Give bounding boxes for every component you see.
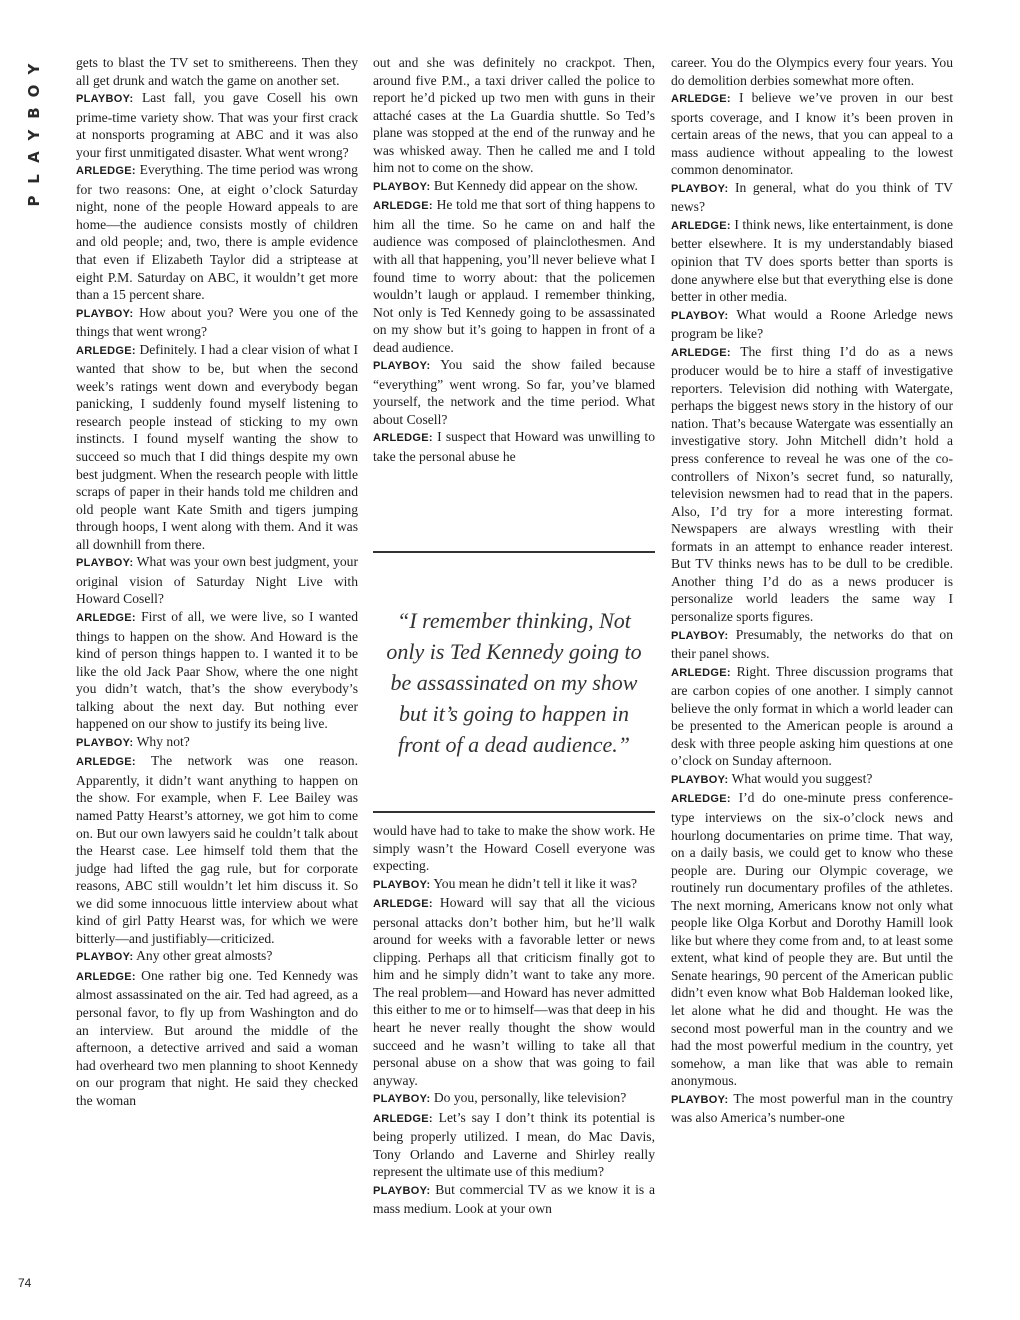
paragraph <box>671 89 953 179</box>
paragraph-text: Why not? <box>136 733 190 749</box>
speaker-label: PLAYBOY: <box>373 180 431 193</box>
paragraph <box>76 733 358 753</box>
speaker-label: PLAYBOY: <box>671 309 729 322</box>
paragraph-text: Any other great almosts? <box>136 948 273 964</box>
speaker-label: ARLEDGE: <box>671 93 731 106</box>
speaker-label: PLAYBOY: <box>373 360 431 373</box>
paragraph-text: Do you, personally, like television? <box>433 1090 627 1106</box>
paragraph <box>76 304 358 341</box>
paragraph <box>373 894 655 1089</box>
paragraph <box>373 196 655 356</box>
paragraph <box>671 343 953 626</box>
paragraph-text: out and she was definitely no crackpot. Then, around five P.M., a taxi driver called the police to report he’d picked up two men with guns in their attaché cases at the La Guardia shuttle. So Ted’s plane was stopped at the end of the runway and he was whisked away. Then he called me and I told him not to come on the show. <box>373 55 655 176</box>
speaker-label: ARLEDGE: <box>671 793 731 806</box>
text-column-2-top <box>373 54 655 534</box>
paragraph-text: He told me that sort of thing happens to him all the time. So he came on and half the audience was composed of plainclothesmen. And with all that happening, you’ll never believe what I found time to worry about: that the policemen wouldn’t laugh or applaud. I remember thinking, Not only is Ted Kennedy going to be assassinated on my show but it’s going to happen in front of a dead audience. <box>373 197 655 355</box>
paragraph-text: In general, what do you think of TV news? <box>671 179 953 215</box>
paragraph-text: I think news, like entertainment, is done better elsewhere. It is my understandably biased opinion that TV does sports better than sports is done anywhere else but that everything else is done better in other media. <box>671 216 953 305</box>
paragraph-text: I believe we’ve proven in our best sports coverage, and I know it’s been proven in certain areas of the news, that you can appeal to a mass audience without appealing to the lowest common denominator. <box>671 90 953 178</box>
text-column-1 <box>76 54 358 1294</box>
speaker-label: PLAYBOY: <box>76 951 134 964</box>
page-number: 74 <box>18 1276 32 1290</box>
paragraph <box>671 54 953 89</box>
paragraph <box>671 179 953 216</box>
paragraph-text: One rather big one. Ted Kennedy was almost assassinated on the air. Ted had agreed, as a personal favor, to fly up from Washington and do an interview. But around the middle of the afternoon, a detective arrived and said a woman had overheard two men planning to shoot Kennedy on our program that night. He said they checked the woman <box>76 967 358 1108</box>
paragraph-text: How about you? Were you one of the things that went wrong? <box>76 304 358 340</box>
speaker-label: PLAYBOY: <box>373 1093 431 1106</box>
paragraph <box>373 1109 655 1181</box>
paragraph-text: First of all, we were live, so I wanted things to happen on the show. And Howard is the kind of person things happen to. I wanted it to be like the old Jack Paar Show, where the one night you didn’t watch, that’s the show everybody’s talking about the next day. But nothing ever happened on our show to justify its being live. <box>76 608 359 732</box>
paragraph <box>671 216 953 306</box>
paragraph <box>76 967 358 1109</box>
speaker-label: ARLEDGE: <box>76 756 136 769</box>
speaker-label: PLAYBOY: <box>373 1184 431 1197</box>
paragraph <box>373 822 655 875</box>
paragraph-text: The most powerful man in the country was also America’s number-one <box>671 1090 953 1126</box>
paragraph-text: Definitely. I had a clear vision of what I wanted that show to be, but when the second week’s ratings went down and everybody began panicking, I suddenly found myself listening to research people instead of sticking to my own instincts. I found myself wanting the show to succeed so much that I did things despite my own best judgment. When the research people with little scraps of paper in their hands told me children and old people want Kate Smith and tigers jumping through hoops, I went along with them. And it was all downhill from there. <box>76 341 358 552</box>
speaker-label: PLAYBOY: <box>76 736 134 749</box>
logo-letter: Y <box>25 129 43 141</box>
magazine-vertical-logo <box>22 58 46 212</box>
paragraph <box>76 54 358 89</box>
paragraph <box>671 789 953 1089</box>
paragraph-text: What would you suggest? <box>731 770 873 786</box>
paragraph <box>373 875 655 895</box>
paragraph-text: But commercial TV as we know it is a mass medium. Look at your own <box>373 1181 655 1217</box>
speaker-label: ARLEDGE: <box>76 165 136 178</box>
paragraph-text: But Kennedy did appear on the show. <box>433 177 638 193</box>
speaker-label: PLAYBOY: <box>671 773 729 786</box>
text-column-3 <box>671 54 953 1294</box>
speaker-label: PLAYBOY: <box>671 1093 729 1106</box>
speaker-label: PLAYBOY: <box>76 557 134 570</box>
speaker-label: ARLEDGE: <box>671 666 731 679</box>
speaker-label: ARLEDGE: <box>373 898 433 911</box>
logo-letter: L <box>25 174 43 184</box>
paragraph <box>76 341 358 554</box>
paragraph-text: I suspect that Howard was unwilling to take the personal abuse he <box>373 429 655 465</box>
paragraph-text: Let’s say I don’t think its potential is being properly utilized. I mean, do Mac Davis, Tony Orlando and Laverne and Shirley really represent the ultimate use of this medium? <box>373 1109 655 1180</box>
paragraph-text: What was your own best judgment, your original vision of Saturday Night Live with Howard Cosell? <box>76 554 358 607</box>
speaker-label: ARLEDGE: <box>76 344 136 357</box>
paragraph-text: Everything. The time period was wrong for two reasons: One, at eight o’clock Saturday night, none of the people Howard appeals to are home—the audience consists mostly of children and old people; and, two, there is ample evidence that even if Elizabeth Taylor did a striptease at eight P.M. Saturday on ABC, it wouldn’t get more than a 15 percent share. <box>76 162 358 303</box>
paragraph-text: would have had to take to make the show work. He simply wasn’t the Howard Cosell everyone was expecting. <box>373 823 655 874</box>
paragraph <box>76 608 358 733</box>
logo-letter: O <box>25 84 43 98</box>
paragraph-text: gets to blast the TV set to smithereens. Then they all get drunk and watch the game on another set. <box>76 55 358 88</box>
logo-letter: B <box>25 107 43 119</box>
pull-quote <box>373 551 655 813</box>
paragraph-text: career. You do the Olympics every four years. You do demolition derbies somewhat more often. <box>671 55 953 88</box>
paragraph <box>373 1089 655 1109</box>
paragraph <box>671 1090 953 1127</box>
paragraph <box>671 626 953 663</box>
speaker-label: ARLEDGE: <box>373 200 433 213</box>
speaker-label: PLAYBOY: <box>671 629 729 642</box>
speaker-label: ARLEDGE: <box>671 346 731 359</box>
speaker-label: PLAYBOY: <box>76 93 134 106</box>
paragraph <box>76 89 358 161</box>
speaker-label: PLAYBOY: <box>671 182 729 195</box>
paragraph-text: Right. Three discussion programs that are carbon copies of one another. I simply cannot believe the only format in which a world leader can be presented to the American people is around a desk with three people asking him questions at one o’clock on Sunday afternoon. <box>671 663 953 769</box>
paragraph <box>671 306 953 343</box>
paragraph <box>671 770 953 790</box>
paragraph-text: I’d do one-minute press conference-type interviews on the six-o’clock news and hourlong documentaries on prime time. That way, on a daily basis, we could get to know who these people are. During our Olympic coverage, we routinely run documentary profiles of the athletes. The next morning, Americans know not only what people like Olga Korbut and Dorothy Hamill look like but where they come from and, to at least some extent, what kind of people they are. But until the Senate hearings, 90 percent of the American public didn’t even know what Bob Haldeman looked like, let alone what he did and thought. He was the second most powerful man in the country and we had the most powerful medium in the country, yet somehow, a man like that was able to remain anonymous. <box>671 790 953 1089</box>
paragraph-text: You said the show failed because “everything” went wrong. So far, you’ve blamed yourself, the network and the time period. What about Cosell? <box>373 357 655 427</box>
paragraph-text: Presumably, the networks do that on their panel shows. <box>671 626 953 662</box>
logo-letter: P <box>25 195 43 207</box>
speaker-label: PLAYBOY: <box>373 878 431 891</box>
paragraph <box>373 356 655 428</box>
paragraph-text: Howard will say that all the vicious personal attacks don’t bother him, but he’ll walk around for weeks with a favorable letter or news clipping. Perhaps all that criticism finally got to him and he simply didn’t want to take any more. The real problem—and Howard has never admitted this either to me or to himself—was that deep in his heart he never really thought the show would succeed and he wasn’t willing to take all that personal abuse on a show that was going to fail anyway. <box>373 895 656 1088</box>
paragraph <box>76 553 358 608</box>
paragraph-text: The first thing I’d do as a news producer would be to hire a staff of investigative reporters. Television did nothing with Watergate, perhaps the biggest news story in the history of our nation. That’s because Watergate was essentially an investigative story. John Mitchell didn’t hold a press conference to reveal he was one of the co-controllers of Nixon’s secret fund, so naturally, television newsmen had to read that in the papers. Also, I’d try for a more interesting format. Newspapers are always wrestling with their formats in an attempt to enhance reader interest. But TV thinks news has to be dull to be credible. Another thing I’d do as a news producer is personalize world leaders the same way I personalize sports figures. <box>671 343 953 624</box>
speaker-label: ARLEDGE: <box>671 219 731 232</box>
logo-letter: Y <box>25 63 43 75</box>
paragraph <box>76 161 358 303</box>
paragraph-text: You mean he didn’t tell it like it was? <box>433 875 638 891</box>
paragraph-text: What would a Roone Arledge news program be like? <box>671 306 953 342</box>
paragraph <box>373 1181 655 1218</box>
paragraph <box>76 752 358 947</box>
paragraph <box>671 663 953 770</box>
paragraph <box>373 428 655 465</box>
paragraph <box>373 177 655 197</box>
paragraph-text: The network was one reason. Apparently, it didn’t want anything to happen on the show. For example, when F. Lee Bailey was named Patty Hearst’s attorney, we got him to come on. But our own lawyers said he couldn’t talk about the Hearst case. Lee himself told them that the judge had lifted the gag rule, but for corporate reasons, ABC still wouldn’t let him discuss it. So we did some innocuous little interview about what kind of girl Patty Hearst was, for which we were bitterly—and justifiably—criticized. <box>76 753 358 946</box>
speaker-label: ARLEDGE: <box>76 970 136 983</box>
pull-quote-text: “I remember thinking, Not only is Ted Kennedy going to be assassinated on my show but it’s going to happen in front of a dead audience.” <box>386 607 642 757</box>
logo-letter: A <box>25 151 43 163</box>
speaker-label: ARLEDGE: <box>76 611 136 624</box>
paragraph-text: Last fall, you gave Cosell his own prime-time variety show. That was your first crack at nonsports programing at ABC and it was also your first unmitigated disaster. What went wrong? <box>76 90 358 160</box>
text-column-2-bottom <box>373 822 655 1292</box>
paragraph <box>373 54 655 177</box>
speaker-label: PLAYBOY: <box>76 307 134 320</box>
speaker-label: ARLEDGE: <box>373 1112 433 1125</box>
paragraph <box>76 947 358 967</box>
speaker-label: ARLEDGE: <box>373 432 433 445</box>
